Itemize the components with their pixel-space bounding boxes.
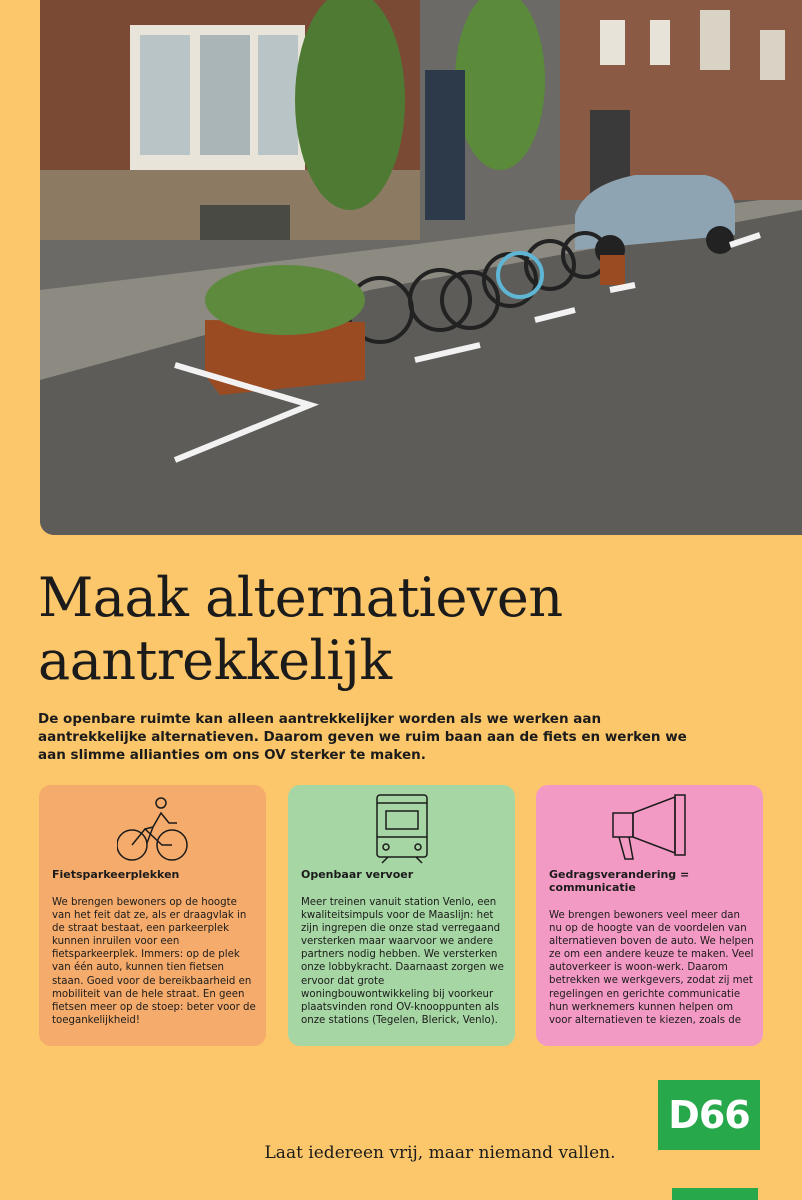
card-openbaar-vervoer [288, 785, 515, 1046]
card-body: We brengen bewoners op de hoogte van het feit dat ze, als er draagvlak in de straat bestaat, een parkeerplek kunnen inruilen voor een fietsparkeerplek. Immers: op de plek van één auto, kunnen tien fietsen staan. Goed voor de bereikbaarheid en mobiliteit van de hele straat. En geen fietsen meer op de stoep: beter voor de toegankelijkheid! [52, 897, 256, 1026]
tagline: Laat iedereen vrij, maar niemand vallen. [264, 1143, 616, 1163]
card-title: Fietsparkeerplekken [52, 868, 180, 881]
cyclist-icon [117, 793, 189, 865]
card-title: Gedragsverandering = communicatie [549, 868, 690, 894]
card-fietsparkeerplekken [39, 785, 266, 1046]
card-body: We brengen bewoners veel meer dan nu op de hoogte van de voordelen van alternatieven boven de auto. We helpen ze om een andere keuze te maken. Veel autoverkeer is woon-werk. Daarom betrekken we werkgevers, zodat zij met regelingen en gerichte communicatie hun werknemers kunnen helpen om voor alternatieven te kiezen, zoals de [549, 910, 754, 1026]
train-icon [374, 793, 430, 865]
card-body: Meer treinen vanuit station Venlo, een kwaliteitsimpuls voor de Maaslijn: het zijn ingrepen die onze stad verregaand versterken maar waarvoor we andere partners nodig hebben. We versterken onze lobbykracht. Daarnaast zorgen we ervoor dat grote woningbouwontwikkeling bij voorkeur plaatsvinden rond OV-knooppunten als onze stations (Tegelen, Blerick, Venlo). [301, 897, 504, 1026]
d66-logo: D66 [658, 1080, 760, 1150]
page-title: Maak alternatieven aantrekkelijk [38, 566, 563, 692]
street-photo [40, 0, 802, 535]
street-photo-icon [40, 0, 802, 535]
intro-text: De openbare ruimte kan alleen aantrekkelijker worden als we werken aan aantrekkelijke alternatieven. Daarom geven we ruim baan aan de fiets en werken we aan slimme allianties om ons OV sterker te maken. [38, 711, 687, 763]
megaphone-icon [611, 793, 689, 865]
card-title: Openbaar vervoer [301, 868, 414, 881]
secondary-logo-strip [672, 1188, 758, 1200]
card-gedragsverandering [536, 785, 763, 1046]
